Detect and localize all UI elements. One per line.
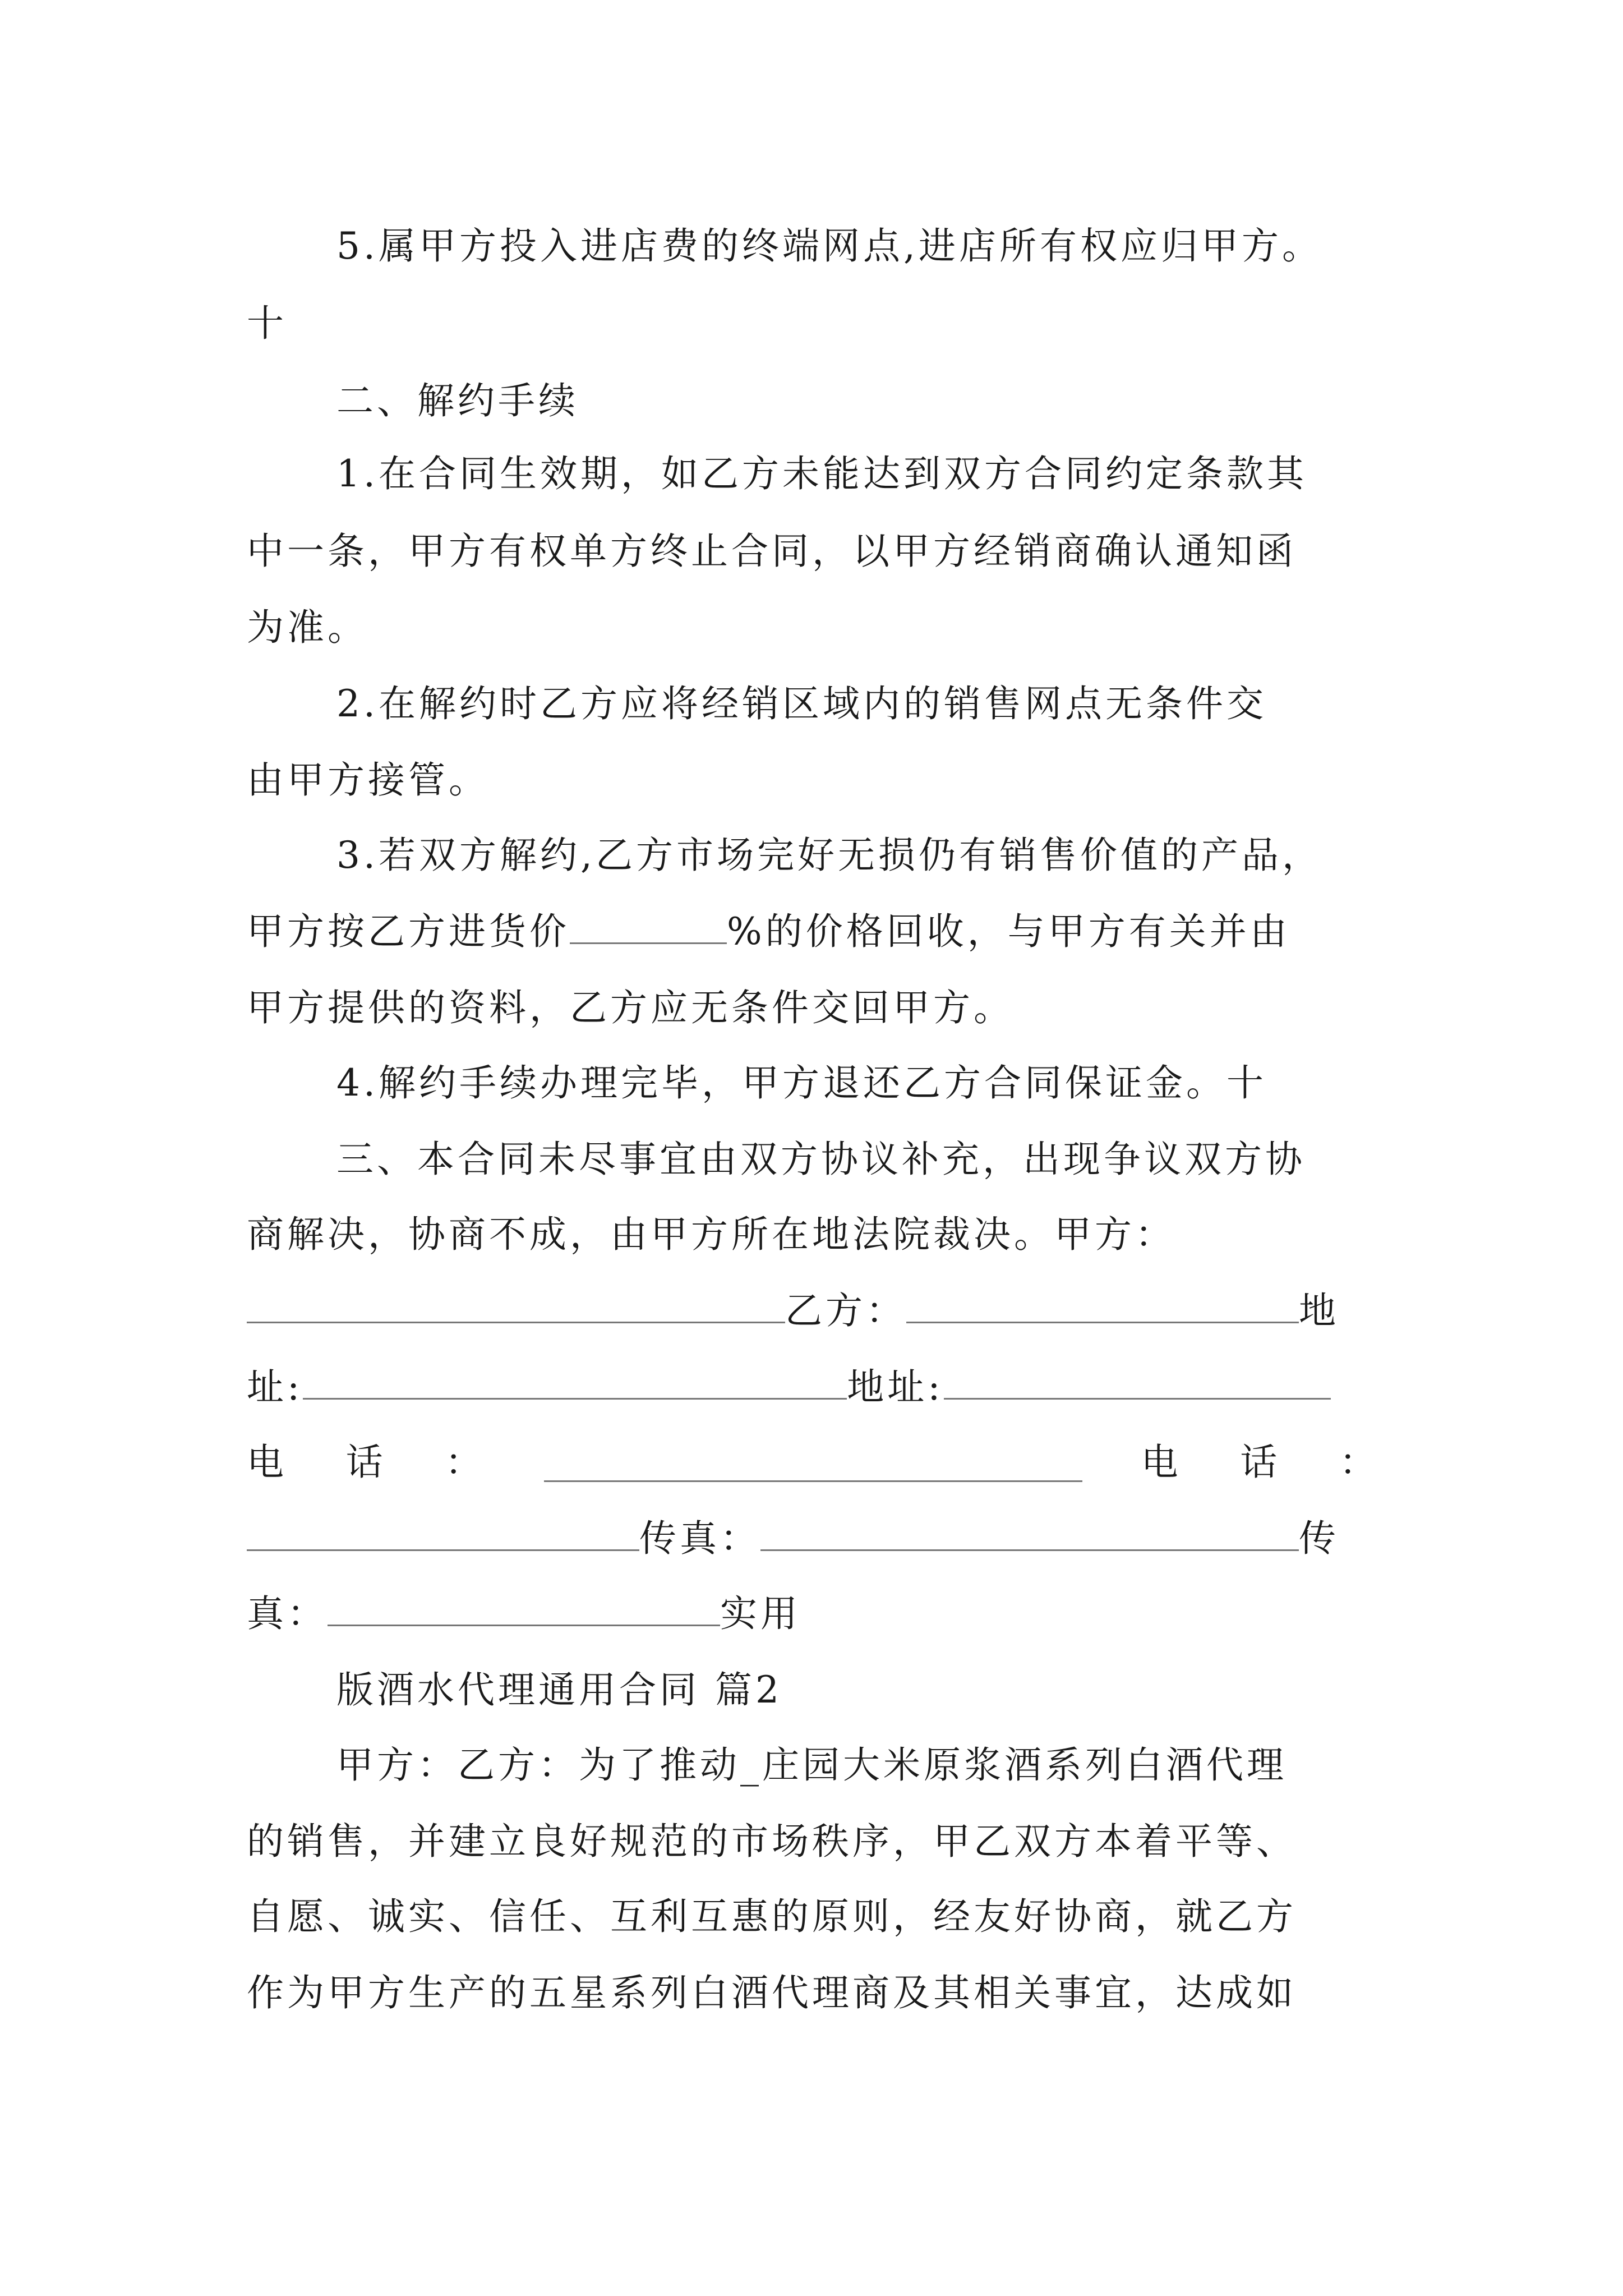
phone-b-colon: ：	[1339, 1441, 1380, 1484]
termination-1-line2: 中一条，甲方有权单方终止合同，以甲方经销商确认通知函	[247, 530, 1297, 573]
signature-row-5	[247, 1583, 1380, 1645]
party-b-label: 乙方：	[785, 1289, 906, 1332]
fax-b-label-start: 传	[1299, 1517, 1339, 1560]
clause-5: 5.属甲方投入进店费的终端网点,进店所有权应归甲方。	[336, 224, 1322, 268]
signature-row-4	[247, 1508, 1380, 1570]
contract-2-line4: 作为甲方生产的五星系列白酒代理商及其相关事宜，达成如	[247, 1971, 1297, 2014]
termination-3-line3: 甲方提供的资料，乙方应无条件交回甲方。	[247, 986, 1014, 1029]
termination-1-line3: 为准。	[247, 606, 368, 649]
address-b-label: 地址:	[847, 1365, 944, 1409]
fax-a-blank	[760, 1512, 1299, 1551]
termination-3-line2	[247, 901, 1380, 963]
party-a-blank	[247, 1285, 785, 1323]
address-b-blank	[944, 1361, 1331, 1400]
phone-b-label-2: 话	[1240, 1441, 1281, 1484]
phone-a-colon: ：	[445, 1441, 486, 1484]
phone-a-label-1: 电	[247, 1441, 287, 1484]
watermark-text: 实用	[720, 1592, 801, 1635]
contract-2-line1: 甲方：乙方：为了推动_庄园大米原浆酒系列白酒代理	[336, 1743, 1287, 1787]
signature-row-3	[247, 1432, 1380, 1493]
phone-a-label-2: 话	[345, 1441, 386, 1484]
section-3-line2: 商解决，协商不成，由甲方所在地法院裁决。甲方：	[247, 1213, 1175, 1256]
termination-2-line1: 2.在解约时乙方应将经销区域内的销售网点无条件交	[336, 682, 1267, 725]
signature-row-1	[247, 1280, 1380, 1342]
phone-b-label-1: 电	[1141, 1441, 1182, 1484]
fax-b-blank	[328, 1588, 720, 1626]
contract-2-line2: 的销售，并建立良好规范的市场秩序，甲乙双方本着平等、	[247, 1820, 1297, 1863]
termination-4: 4.解约手续办理完毕，甲方退还乙方合同保证金。十	[336, 1061, 1267, 1105]
termination-1-line1: 1.在合同生效期，如乙方未能达到双方合同约定条款其	[336, 452, 1307, 495]
contract-2-heading: 版酒水代理通用合同 篇2	[336, 1668, 782, 1711]
address-label-start: 地	[1299, 1289, 1339, 1332]
termination-2-line2: 由甲方接管。	[247, 758, 489, 802]
phone-a-blank	[544, 1443, 1082, 1482]
termination-3-text-b: %的价格回收，与甲方有关并由	[727, 910, 1290, 953]
fax-b-label-end: 真：	[247, 1592, 328, 1635]
percentage-blank	[570, 905, 727, 944]
termination-3-line1: 3.若双方解约,乙方市场完好无损仍有销售价值的产品，	[336, 834, 1322, 877]
phone-b-blank	[247, 1512, 639, 1551]
clause-mark: 十	[247, 302, 287, 345]
address-a-blank	[303, 1361, 847, 1400]
fax-a-label: 传真：	[639, 1517, 760, 1560]
contract-2-line3: 自愿、诚实、信任、互利互惠的原则，经友好协商，就乙方	[247, 1895, 1297, 1938]
termination-3-text-a: 甲方按乙方进货价	[247, 910, 570, 953]
section-3-line1: 三、本合同未尽事宜由双方协议补充，出现争议双方协	[336, 1138, 1306, 1181]
party-b-blank	[906, 1285, 1299, 1323]
address-label-end: 址:	[247, 1365, 303, 1409]
signature-row-2	[247, 1356, 1380, 1418]
section-heading-termination: 二、解约手续	[336, 379, 579, 422]
